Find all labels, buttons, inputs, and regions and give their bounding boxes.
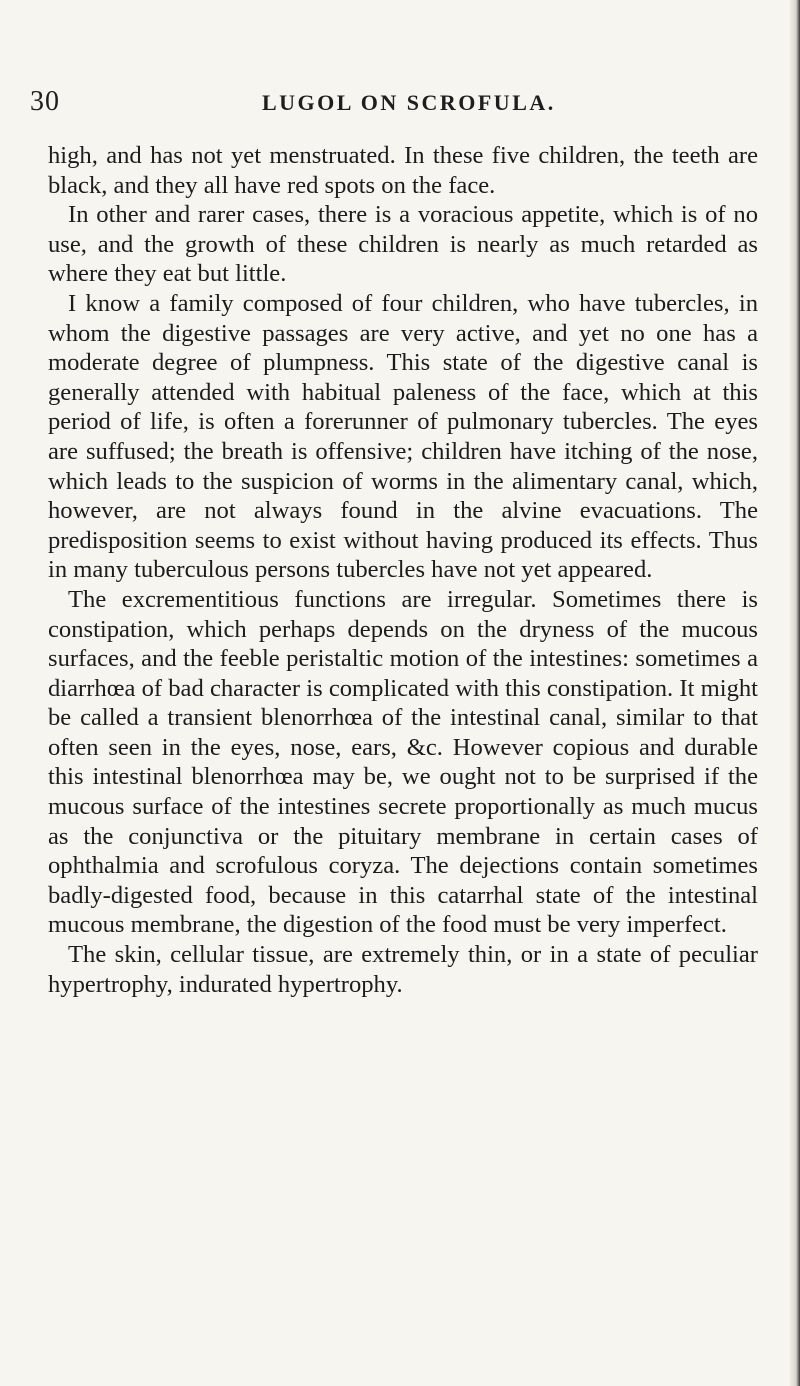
paragraph: The skin, cellular tissue, are extremely thin, or in a state of peculiar hypertrophy, indurated hypertrophy. <box>48 941 758 998</box>
paragraph: The excrementitious functions are irregular. Sometimes there is constipation, which perhaps depends on the dryness of the mucous surfaces, and the feeble peristaltic motion of the intestines: sometimes a diarrhœa of bad character is complicated with this constipation. It might be called a transient blenorrhœa of the intestinal canal, similar to that often seen in the eyes, nose, ears, &c. However copious and durable this intestinal blenorrhœa may be, we ought not to be surprised if the mucous surface of the intestines secrete proportionally as much mucus as the conjunctiva or the pituitary membrane in certain cases of ophthalmia and scrofulous coryza. The dejections contain sometimes badly-digested food, because in this catarrhal state of the intestinal mucous membrane, the digestion of the food must be very imperfect. <box>48 585 758 939</box>
paragraph: In other and rarer cases, there is a voracious appetite, which is of no use, and the growth of these children is nearly as much retarded as where they eat but little. <box>48 201 758 288</box>
page-edge-shadow <box>790 0 800 1386</box>
paragraph: I know a family composed of four children, who have tubercles, in whom the digestive passages are very active, and yet no one has a moderate degree of plumpness. This state of the digestive canal is generally attended with habitual paleness of the face, which at this period of life, is often a forerunner of pulmonary tubercles. The eyes are suffused; the breath is offensive; children have itching of the nose, which leads to the suspicion of worms in the alimentary canal, which, however, are not always found in the alvine evacuations. The predisposition seems to exist without having produced its effects. Thus in many tuberculous persons tubercles have not yet appeared. <box>48 289 758 584</box>
paragraph: high, and has not yet menstruated. In these five children, the teeth are black, and they all have red spots on the face. <box>48 142 758 199</box>
running-head: LUGOL ON SCROFULA. <box>262 90 556 115</box>
page-number: 30 <box>30 86 60 117</box>
page-header <box>30 86 770 126</box>
body-text <box>48 141 758 999</box>
